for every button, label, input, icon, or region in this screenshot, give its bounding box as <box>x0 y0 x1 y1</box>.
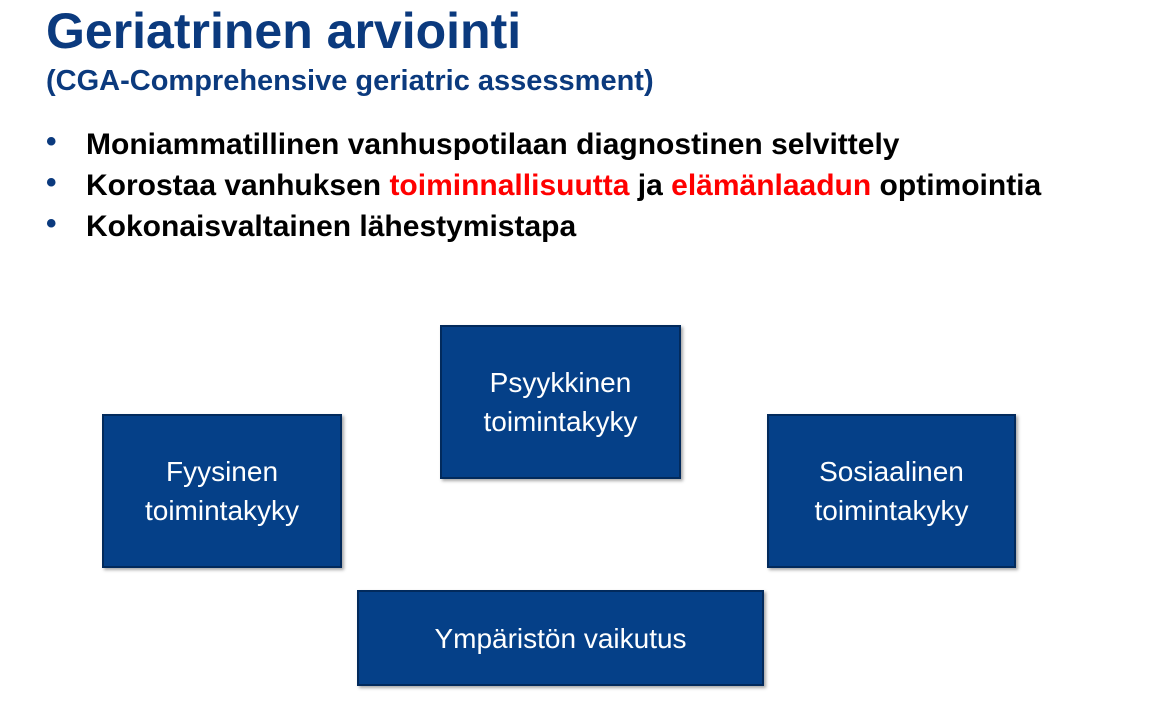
bullet-item-1 <box>46 124 1146 165</box>
bullet-list <box>46 124 1146 247</box>
box-sosiaalinen-toimintakyky <box>767 414 1016 568</box>
box-label-ymparisto: Ympäristön vaikutus <box>434 622 687 654</box>
bullet-text-2-part1: Korostaa vanhuksen <box>86 169 390 202</box>
bullet-text-2-part2: ja <box>629 169 672 202</box>
page-subtitle: (CGA-Comprehensive geriatric assessment) <box>46 65 654 97</box>
bullet-dot-icon: • <box>46 166 57 199</box>
box-fyysinen-toimintakyky <box>102 414 342 568</box>
box-label-fyysinen: Fyysinen toimintakyky <box>144 456 300 526</box>
box-label-psyykkinen: Psyykkinen toimintakyky <box>483 367 638 437</box>
bullet-text-3: Kokonaisvaltainen lähestymistapa <box>86 210 577 243</box>
bullet-dot-icon: • <box>46 207 57 240</box>
bullet-dot-icon: • <box>46 125 57 158</box>
bullet-item-3 <box>46 206 1146 247</box>
bullet-item-2 <box>46 165 1146 206</box>
highlight-toiminnallisuutta: toiminnallisuutta <box>389 169 630 202</box>
box-ympariston-vaikutus <box>357 590 764 686</box>
bullet-text-1: Moniammatillinen vanhuspotilaan diagnostinen selvittely <box>86 128 900 161</box>
bullet-text-2-part3: optimointia <box>871 169 1042 202</box>
box-psyykkinen-toimintakyky <box>440 325 681 479</box>
highlight-elamanlaadun: elämänlaadun <box>671 169 872 202</box>
box-label-sosiaalinen: Sosiaalinen toimintakyky <box>814 456 969 526</box>
page-title: Geriatrinen arviointi <box>46 3 522 59</box>
